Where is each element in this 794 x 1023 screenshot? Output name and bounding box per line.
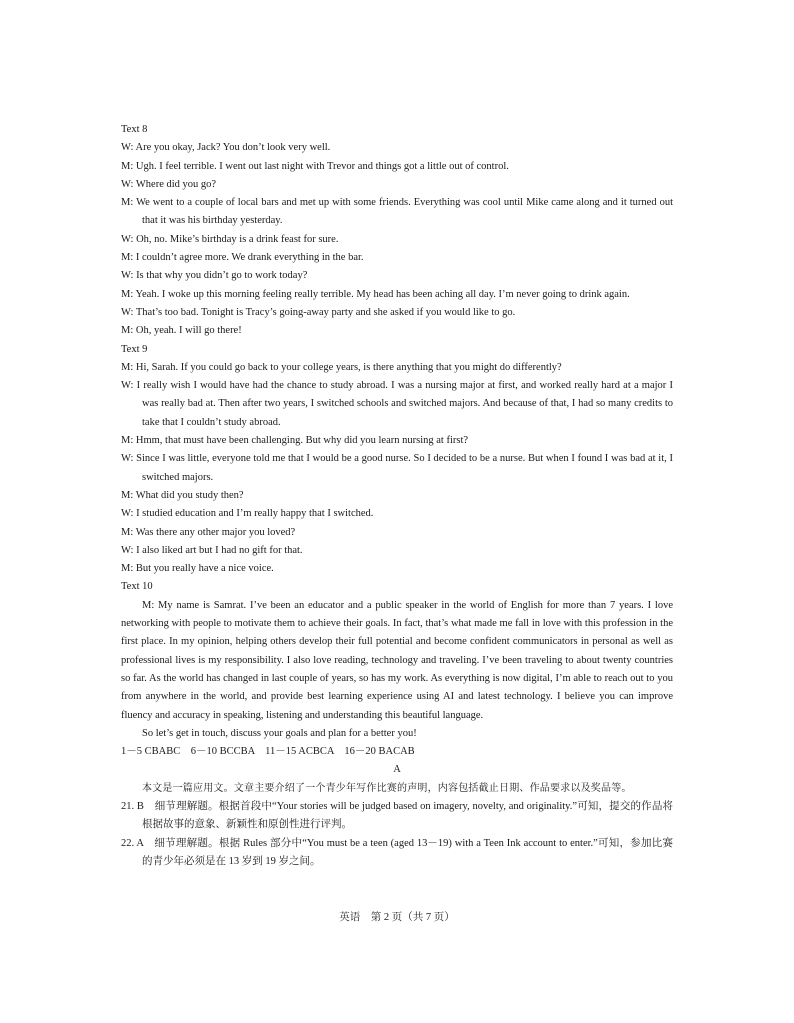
dialogue-line: M: Yeah. I woke up this morning feeling really terrible. My head has been aching all day. I’m never going to drink again. [121,288,630,300]
monologue-paragraph: M: My name is Samrat. I’ve been an educator and a public speaker in the world of English for more than 7 years. I love networking with people to motivate them to achieve their goals. In fact, that’s what made me fall in love with this profession in the first place. In my opinion, helping others develop their full potential and become confident communicators in personal as well as professional lives is my responsibility. I also love reading, technology and traveling. I’ve been traveling to about twenty countries so far. As the world has changed in last couple of years, so has my work. As everything is now digital, I’m able to reach out to you from anywhere in the world, and provide best learning experience using AI and latest technology. I believe you can improve fluency and accuracy in speaking, listening and understanding this beautiful language. [121,599,673,721]
text10-heading: Text 10 [121,581,153,593]
dialogue-line: W: Where did you go? [121,178,217,190]
answer-key: 1－5 CBABC 6－10 BCCBA 11－15 ACBCA 16－20 BACAB [121,746,415,758]
monologue-paragraph: So let’s get in touch, discuss your goals and plan for a better you! [142,727,417,739]
text8-heading: Text 8 [121,124,148,135]
dialogue-line: M: Oh, yeah. I will go there! [121,325,242,337]
explanation-item: 21. B 细节理解题。根据首段中“Your stories will be judged based on imagery, novelty, and originality.”可知，提交的作品将根据故事的意象、新颖性和原创性进行评判。 [121,800,673,831]
text9-heading: Text 9 [121,343,148,355]
dialogue-line: W: Are you okay, Jack? You don’t look very well. [121,142,331,154]
dialogue-line: W: Oh, no. Mike’s birthday is a drink feast for sure. [121,233,339,245]
text9-dialogue [121,359,673,579]
dialogue-line: W: That’s too bad. Tonight is Tracy’s going-away party and she asked if you would like to go. [121,306,516,318]
dialogue-line: M: Hmm, that must have been challenging. But why did you learn nursing at first? [121,435,469,447]
dialogue-line: M: Ugh. I feel terrible. I went out last night with Trevor and things got a little out of control. [121,160,509,172]
dialogue-line: M: What did you study then? [121,489,244,501]
dialogue-line: W: Since I was little, everyone told me that I would be a good nurse. So I decided to be a nurse. But when I found I was bad at it, I switched majors. [121,453,673,483]
explanation-item: 22. A 细节理解题。根据 Rules 部分中“You must be a teen (aged 13－19) with a Teen Ink account to enter.”可知，参加比赛的青少年必须是在 13 岁到 19 岁之间。 [121,837,673,867]
dialogue-line: W: I studied education and I’m really happy that I switched. [121,508,374,520]
dialogue-line: M: We went to a couple of local bars and met up with some friends. Everything was cool until Mike came along and it turned out that it was his birthday yesterday. [121,197,673,227]
dialogue-line: M: Was there any other major you loved? [121,526,296,538]
text8-dialogue [121,139,673,340]
dialogue-line: M: But you really have a nice voice. [121,563,274,575]
dialogue-line: M: Hi, Sarah. If you could go back to your college years, is there anything that you might do differently? [121,361,562,373]
page-footer: 英语 第 2 页（共 7 页） [339,912,455,923]
dialogue-line: W: Is that why you didn’t go to work today? [121,270,308,282]
dialogue-line: W: I really wish I would have had the chance to study abroad. I was a nursing major at first, and worked really hard at a major I was really bad at. Then after two years, I switched schools and switched majors. And because of that, I had so many credits to take that I couldn’t study abroad. [121,380,673,428]
dialogue-line: W: I also liked art but I had no gift for that. [121,544,303,556]
section-a-intro: 本文是一篇应用文。文章主要介绍了一个青少年写作比赛的声明，内容包括截止日期、作品要求以及奖品等。 [142,782,632,794]
section-a-label: A [393,764,401,776]
dialogue-line: M: I couldn’t agree more. We drank everything in the bar. [121,252,364,264]
page-content [121,121,673,871]
